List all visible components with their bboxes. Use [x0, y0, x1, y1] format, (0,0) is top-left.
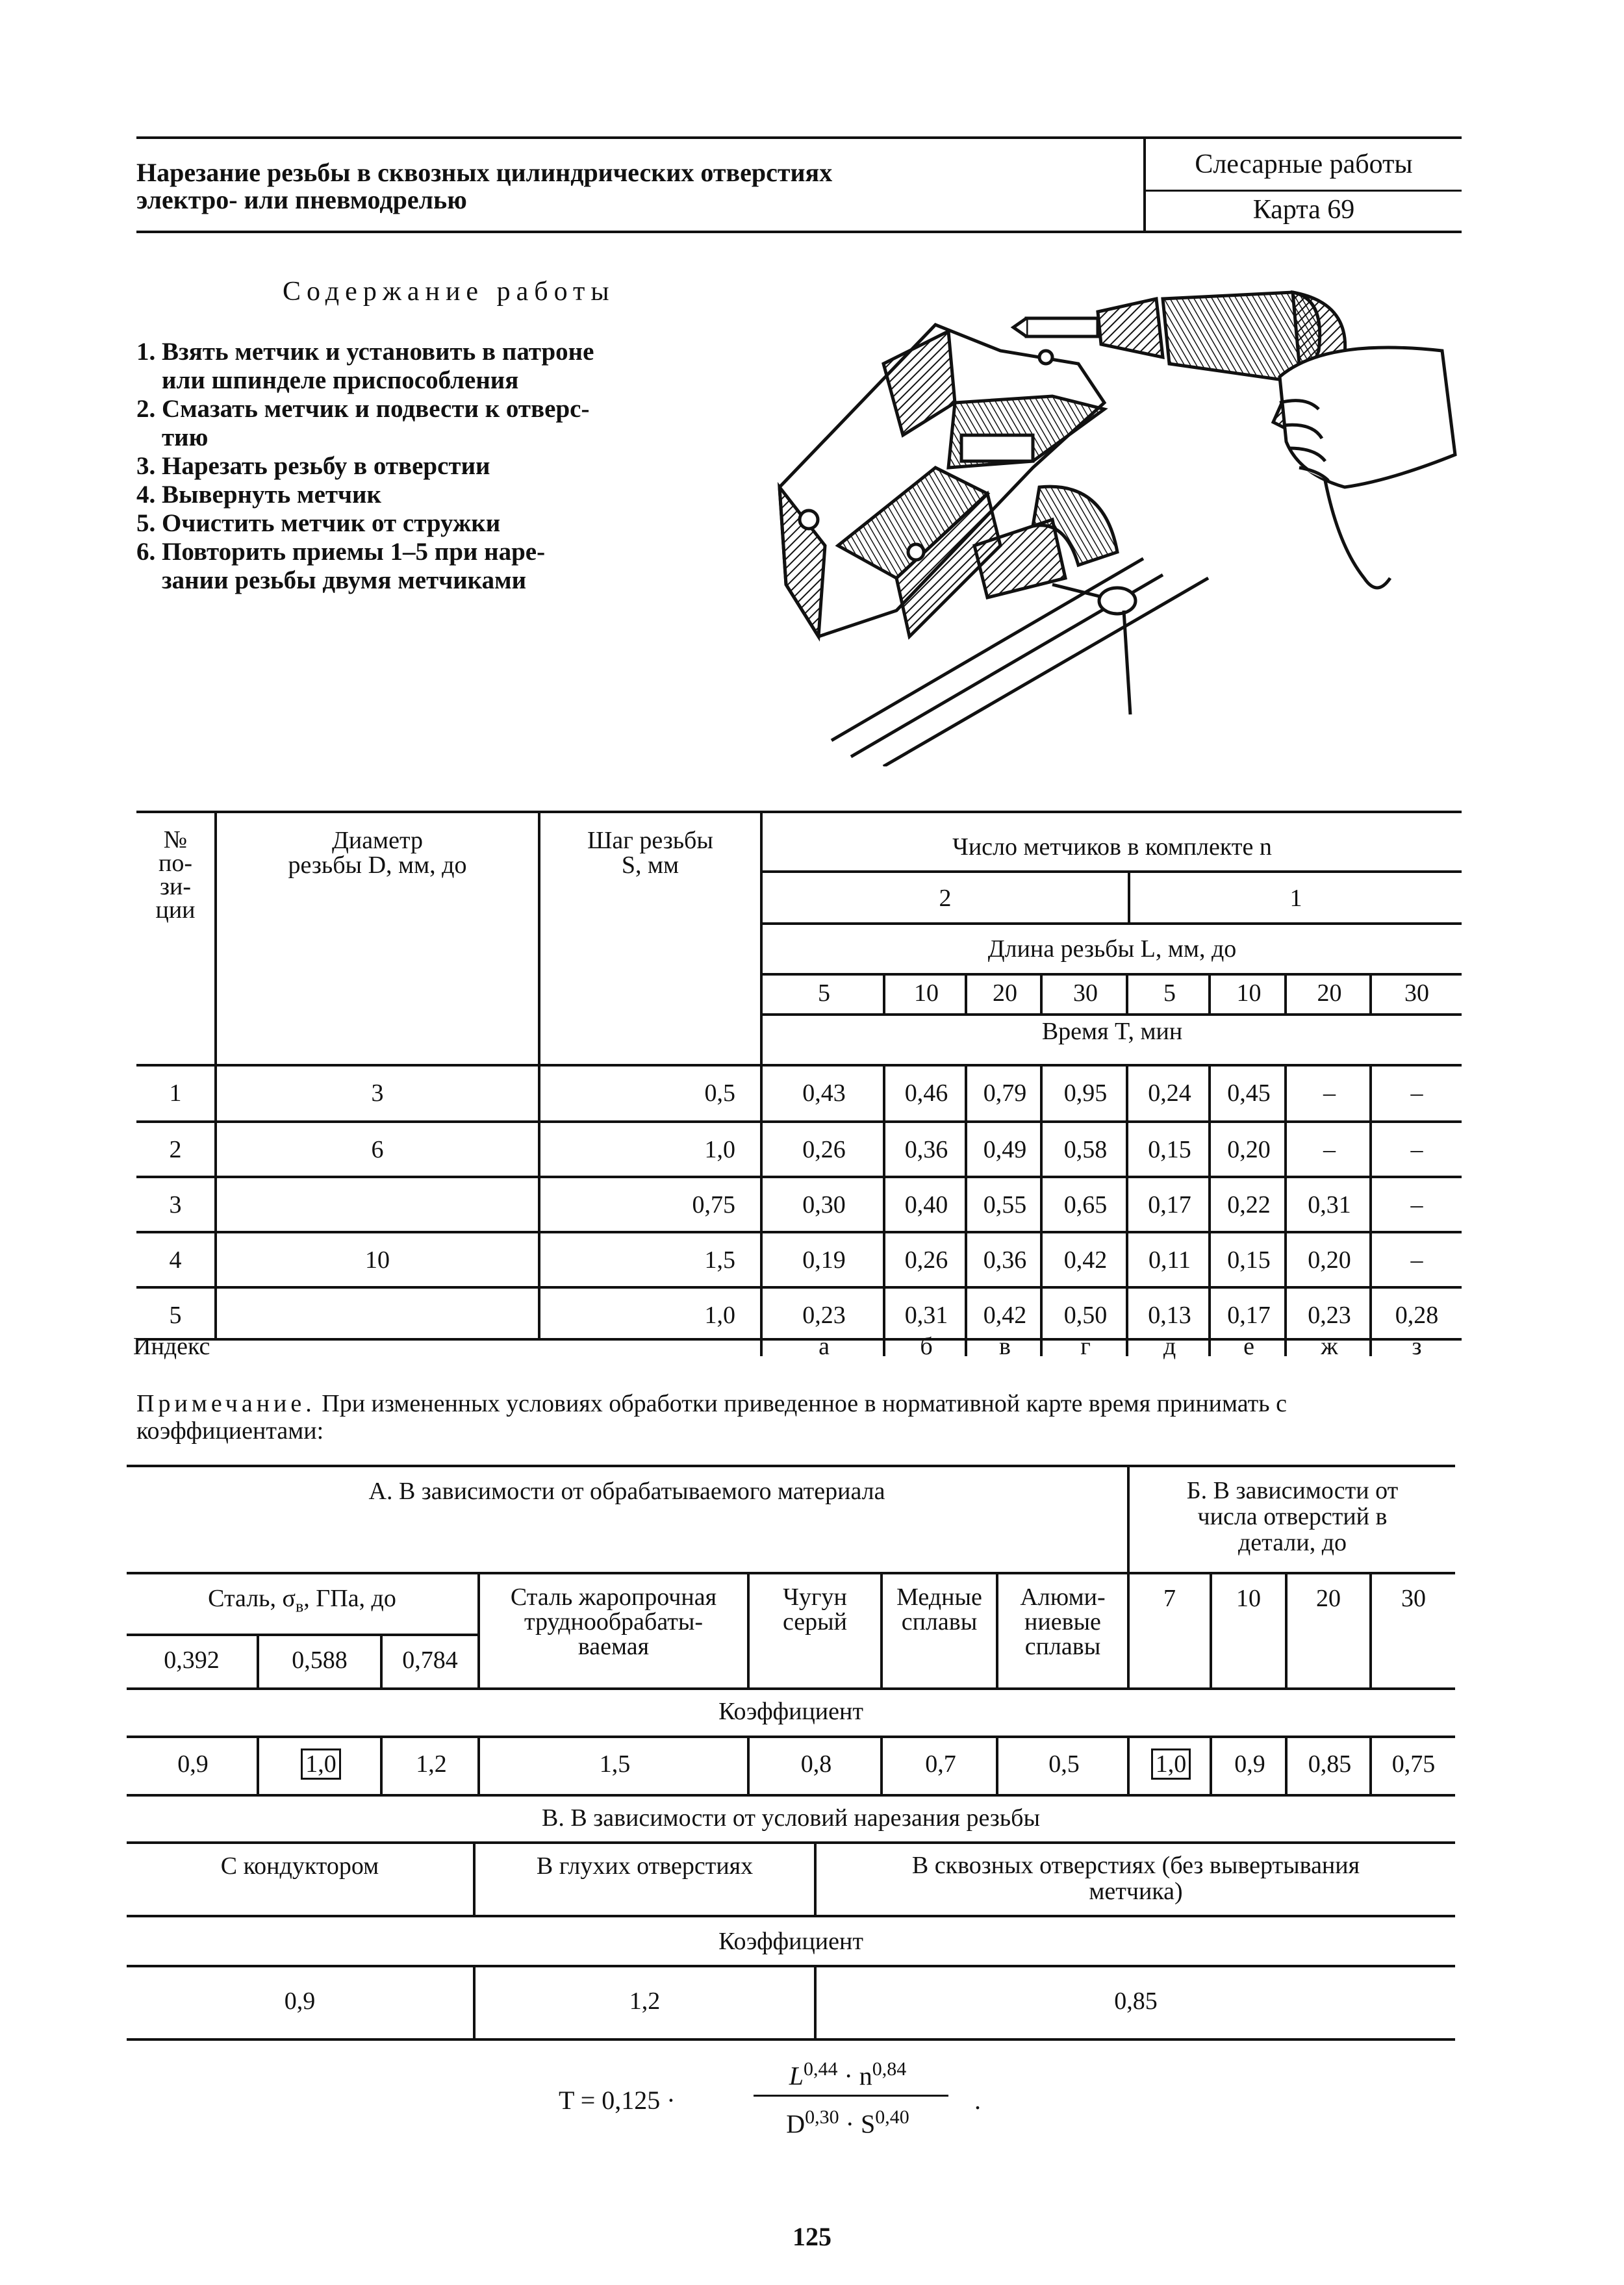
coefficient-cell: [127, 1750, 259, 1778]
time-cell: 0,23: [802, 1302, 846, 1329]
steel-strength-2: 0,588: [292, 1647, 348, 1674]
time-cell: 0,49: [983, 1136, 1027, 1163]
section-v-title: В. В зависимости от условий нарезания резьбы: [542, 1804, 1040, 1832]
row-pitch: 1,0: [704, 1136, 735, 1163]
page-number: 125: [793, 2222, 831, 2251]
row-diameter: 6: [371, 1136, 384, 1163]
holes-7: 7: [1163, 1585, 1176, 1612]
v-coef-jig: 0,9: [284, 1988, 316, 2015]
card-number: Карта 69: [1252, 195, 1355, 225]
blind-holes: В глухих отверстиях: [536, 1852, 754, 1880]
row-pitch: 0,75: [692, 1191, 735, 1218]
index-label: Индекс: [133, 1333, 210, 1360]
formula-lhs: T = 0,125 ·: [559, 2086, 676, 2115]
cast-iron: Чугун серый: [782, 1584, 848, 1635]
section-b-title: Б. В зависимости от числа отверстий в детали, до: [1186, 1477, 1399, 1556]
time-cell: 0,28: [1395, 1302, 1439, 1329]
v-coef-blind: 1,2: [629, 1988, 661, 2015]
coefficient-value: 0,8: [800, 1750, 832, 1778]
step-line: 1. Взять метчик и установить в патроне: [136, 338, 594, 366]
title-line-2: электро- или пневмодрелью: [136, 185, 467, 214]
step-line: 2. Смазать метчик и подвести к отверс-: [136, 395, 590, 423]
row-diameter: 3: [371, 1079, 384, 1107]
time-cell: 0,46: [904, 1079, 948, 1107]
index-cell: б: [920, 1333, 933, 1360]
step-line: 4. Вывернуть метчик: [136, 481, 381, 509]
holes-30: 30: [1401, 1585, 1426, 1612]
title-line-1: Нарезание резьбы в сквозных цилиндрических отверстиях: [136, 158, 833, 187]
coefficient-value: 0,9: [177, 1750, 209, 1778]
note-lead: Примечание.: [136, 1390, 316, 1417]
header-n-two: 2: [939, 885, 952, 912]
time-cell: 0,65: [1063, 1191, 1108, 1218]
coefficient-value: 0,75: [1391, 1750, 1436, 1778]
header-time: Время T, мин: [1041, 1018, 1183, 1045]
length-header-cell: 30: [1073, 979, 1098, 1007]
header-thread-length: Длина резьбы L, мм, до: [987, 935, 1237, 963]
time-cell: 0,58: [1063, 1136, 1108, 1163]
row-pitch: 1,0: [704, 1302, 735, 1329]
coefficient-cell: [750, 1750, 883, 1778]
index-cell: д: [1163, 1333, 1176, 1360]
heat-resistant-steel: Сталь жаропрочная труднообрабаты- ваемая: [510, 1584, 717, 1660]
aluminum-alloys: Алюми- ниевые сплавы: [1020, 1584, 1106, 1660]
time-cell: –: [1410, 1079, 1423, 1107]
length-header-cell: 20: [993, 979, 1017, 1007]
row-position: 1: [169, 1079, 182, 1107]
length-header-cell: 5: [818, 979, 830, 1007]
time-cell: 0,22: [1227, 1191, 1271, 1218]
time-formula: [559, 2049, 1026, 2147]
coefficient-boxed-value: 1,0: [301, 1748, 341, 1780]
time-cell: 0,31: [904, 1302, 948, 1329]
time-cell: 0,20: [1227, 1136, 1271, 1163]
cable: [1325, 481, 1390, 588]
coefficient-cell: [383, 1750, 480, 1778]
row-position: 2: [169, 1136, 182, 1163]
time-cell: 0,36: [904, 1136, 948, 1163]
steel-strength-3: 0,784: [402, 1647, 458, 1674]
tap: [1013, 318, 1098, 336]
drill-fixture-illustration: [741, 273, 1468, 766]
time-cell: 0,26: [802, 1136, 846, 1163]
time-cell: 0,15: [1227, 1246, 1271, 1274]
coefficient-cell: [1372, 1750, 1455, 1778]
time-cell: 0,19: [802, 1246, 846, 1274]
length-header-cell: 10: [1236, 979, 1262, 1007]
time-cell: 0,40: [904, 1191, 948, 1218]
note-text: При измененных условиях обработки приведенное в нормативной карте время принимать с коэффициентами:: [136, 1390, 1287, 1445]
time-cell: 0,26: [904, 1246, 948, 1274]
index-cell: а: [818, 1333, 830, 1360]
index-cell: ж: [1321, 1333, 1338, 1360]
time-cell: 0,31: [1308, 1191, 1351, 1218]
coefficient-cell: [259, 1750, 383, 1778]
v-coefficient-label: Коэффициент: [718, 1928, 863, 1955]
with-jig: С кондуктором: [220, 1852, 379, 1880]
time-cell: 0,36: [983, 1246, 1027, 1274]
time-cell: 0,42: [1063, 1246, 1108, 1274]
holes-20: 20: [1316, 1585, 1341, 1612]
coefficient-value: 0,85: [1308, 1750, 1352, 1778]
step-line: тию: [136, 423, 209, 451]
document-title: [136, 159, 832, 214]
formula-tail: .: [974, 2086, 981, 2115]
time-cell: 0,55: [983, 1191, 1027, 1218]
length-header-cell: 20: [1317, 979, 1342, 1007]
step-line: или шпинделе приспособления: [136, 366, 519, 394]
time-cell: 0,11: [1148, 1246, 1191, 1274]
row-position: 3: [169, 1191, 182, 1218]
length-header-cell: 5: [1163, 979, 1176, 1007]
coefficient-cell: [1130, 1750, 1212, 1778]
coefficient-cell: [883, 1750, 998, 1778]
coefficient-value: 0,5: [1048, 1750, 1080, 1778]
section-a-title: А. В зависимости от обрабатываемого материала: [368, 1478, 885, 1505]
coefficient-value: 0,7: [925, 1750, 956, 1778]
coefficient-value: 1,2: [416, 1750, 447, 1778]
copper-alloys: Медные сплавы: [896, 1584, 982, 1635]
time-cell: 0,79: [983, 1079, 1027, 1107]
category-label: Слесарные работы: [1195, 149, 1413, 179]
step-line: 3. Нарезать резьбу в отверстии: [136, 452, 490, 480]
chuck: [1098, 299, 1163, 357]
time-cell: 0,17: [1148, 1191, 1191, 1218]
length-header-cell: 10: [914, 979, 939, 1007]
coefficient-value: 0,9: [1234, 1750, 1265, 1778]
time-cell: 0,43: [802, 1079, 846, 1107]
row-pitch: 0,5: [704, 1079, 735, 1107]
coefficient-label: Коэффициент: [718, 1698, 863, 1725]
header-position: № по- зи- ции: [155, 826, 196, 924]
formula-numerator: $L^{0,44} \cdot n^{0,84}$: [789, 2058, 907, 2091]
step-line: зании резьбы двумя метчиками: [136, 566, 527, 594]
time-cell: 0,17: [1227, 1302, 1271, 1329]
index-cell: з: [1412, 1333, 1422, 1360]
time-cell: 0,30: [802, 1191, 846, 1218]
time-cell: –: [1410, 1246, 1423, 1274]
header-tap-count: Число метчиков в комплекте n: [952, 833, 1272, 861]
steel-header: Сталь, $\sigma_в$, ГПа, до: [208, 1585, 396, 1616]
time-cell: –: [1410, 1191, 1423, 1218]
section-title: Содержание работы: [283, 277, 615, 307]
time-cell: 0,20: [1308, 1246, 1351, 1274]
row-position: 5: [169, 1302, 182, 1329]
through-holes: В сквозных отверстиях (без вывертывания метчика): [911, 1852, 1360, 1905]
time-cell: 0,42: [983, 1302, 1027, 1329]
step-line: 6. Повторить приемы 1–5 при наре-: [136, 538, 546, 566]
steps-list: [136, 338, 594, 595]
index-cell: е: [1243, 1333, 1254, 1360]
time-cell: 0,15: [1148, 1136, 1191, 1163]
time-cell: 0,23: [1308, 1302, 1351, 1329]
coefficient-boxed-value: 1,0: [1151, 1748, 1191, 1780]
holes-10: 10: [1236, 1585, 1261, 1612]
index-cell: в: [999, 1333, 1011, 1360]
step-line: 5. Очистить метчик от стружки: [136, 509, 501, 537]
row-position: 4: [169, 1246, 182, 1274]
time-cell: 0,45: [1227, 1079, 1271, 1107]
header-diameter: Диаметр резьбы D, мм, до: [288, 827, 467, 879]
time-cell: 0,13: [1148, 1302, 1191, 1329]
coefficient-cell: [1212, 1750, 1288, 1778]
row-diameter: 10: [365, 1246, 390, 1274]
time-cell: 0,50: [1063, 1302, 1108, 1329]
coefficient-cell: [1288, 1750, 1372, 1778]
hand: [1280, 347, 1455, 487]
formula-denominator: D$^{0,30}$ · S$^{0,40}$: [786, 2106, 909, 2139]
v-coef-through: 0,85: [1114, 1988, 1158, 2015]
fraction-bar: [754, 2095, 948, 2097]
time-cell: –: [1410, 1136, 1423, 1163]
length-header-cell: 30: [1404, 979, 1429, 1007]
steel-strength-1: 0,392: [164, 1647, 220, 1674]
time-cell: –: [1323, 1136, 1336, 1163]
row-pitch: 1,5: [704, 1246, 735, 1274]
header-n-one: 1: [1289, 885, 1302, 912]
index-cell: г: [1080, 1333, 1091, 1360]
coefficient-cell: [480, 1750, 750, 1778]
time-cell: 0,95: [1063, 1079, 1108, 1107]
coefficient-cell: [998, 1750, 1130, 1778]
note: [136, 1390, 1455, 1445]
time-cell: 0,24: [1148, 1079, 1191, 1107]
coefficient-value: 1,5: [599, 1750, 631, 1778]
header-pitch: Шаг резьбы S, мм: [587, 827, 713, 879]
time-cell: –: [1323, 1079, 1336, 1107]
